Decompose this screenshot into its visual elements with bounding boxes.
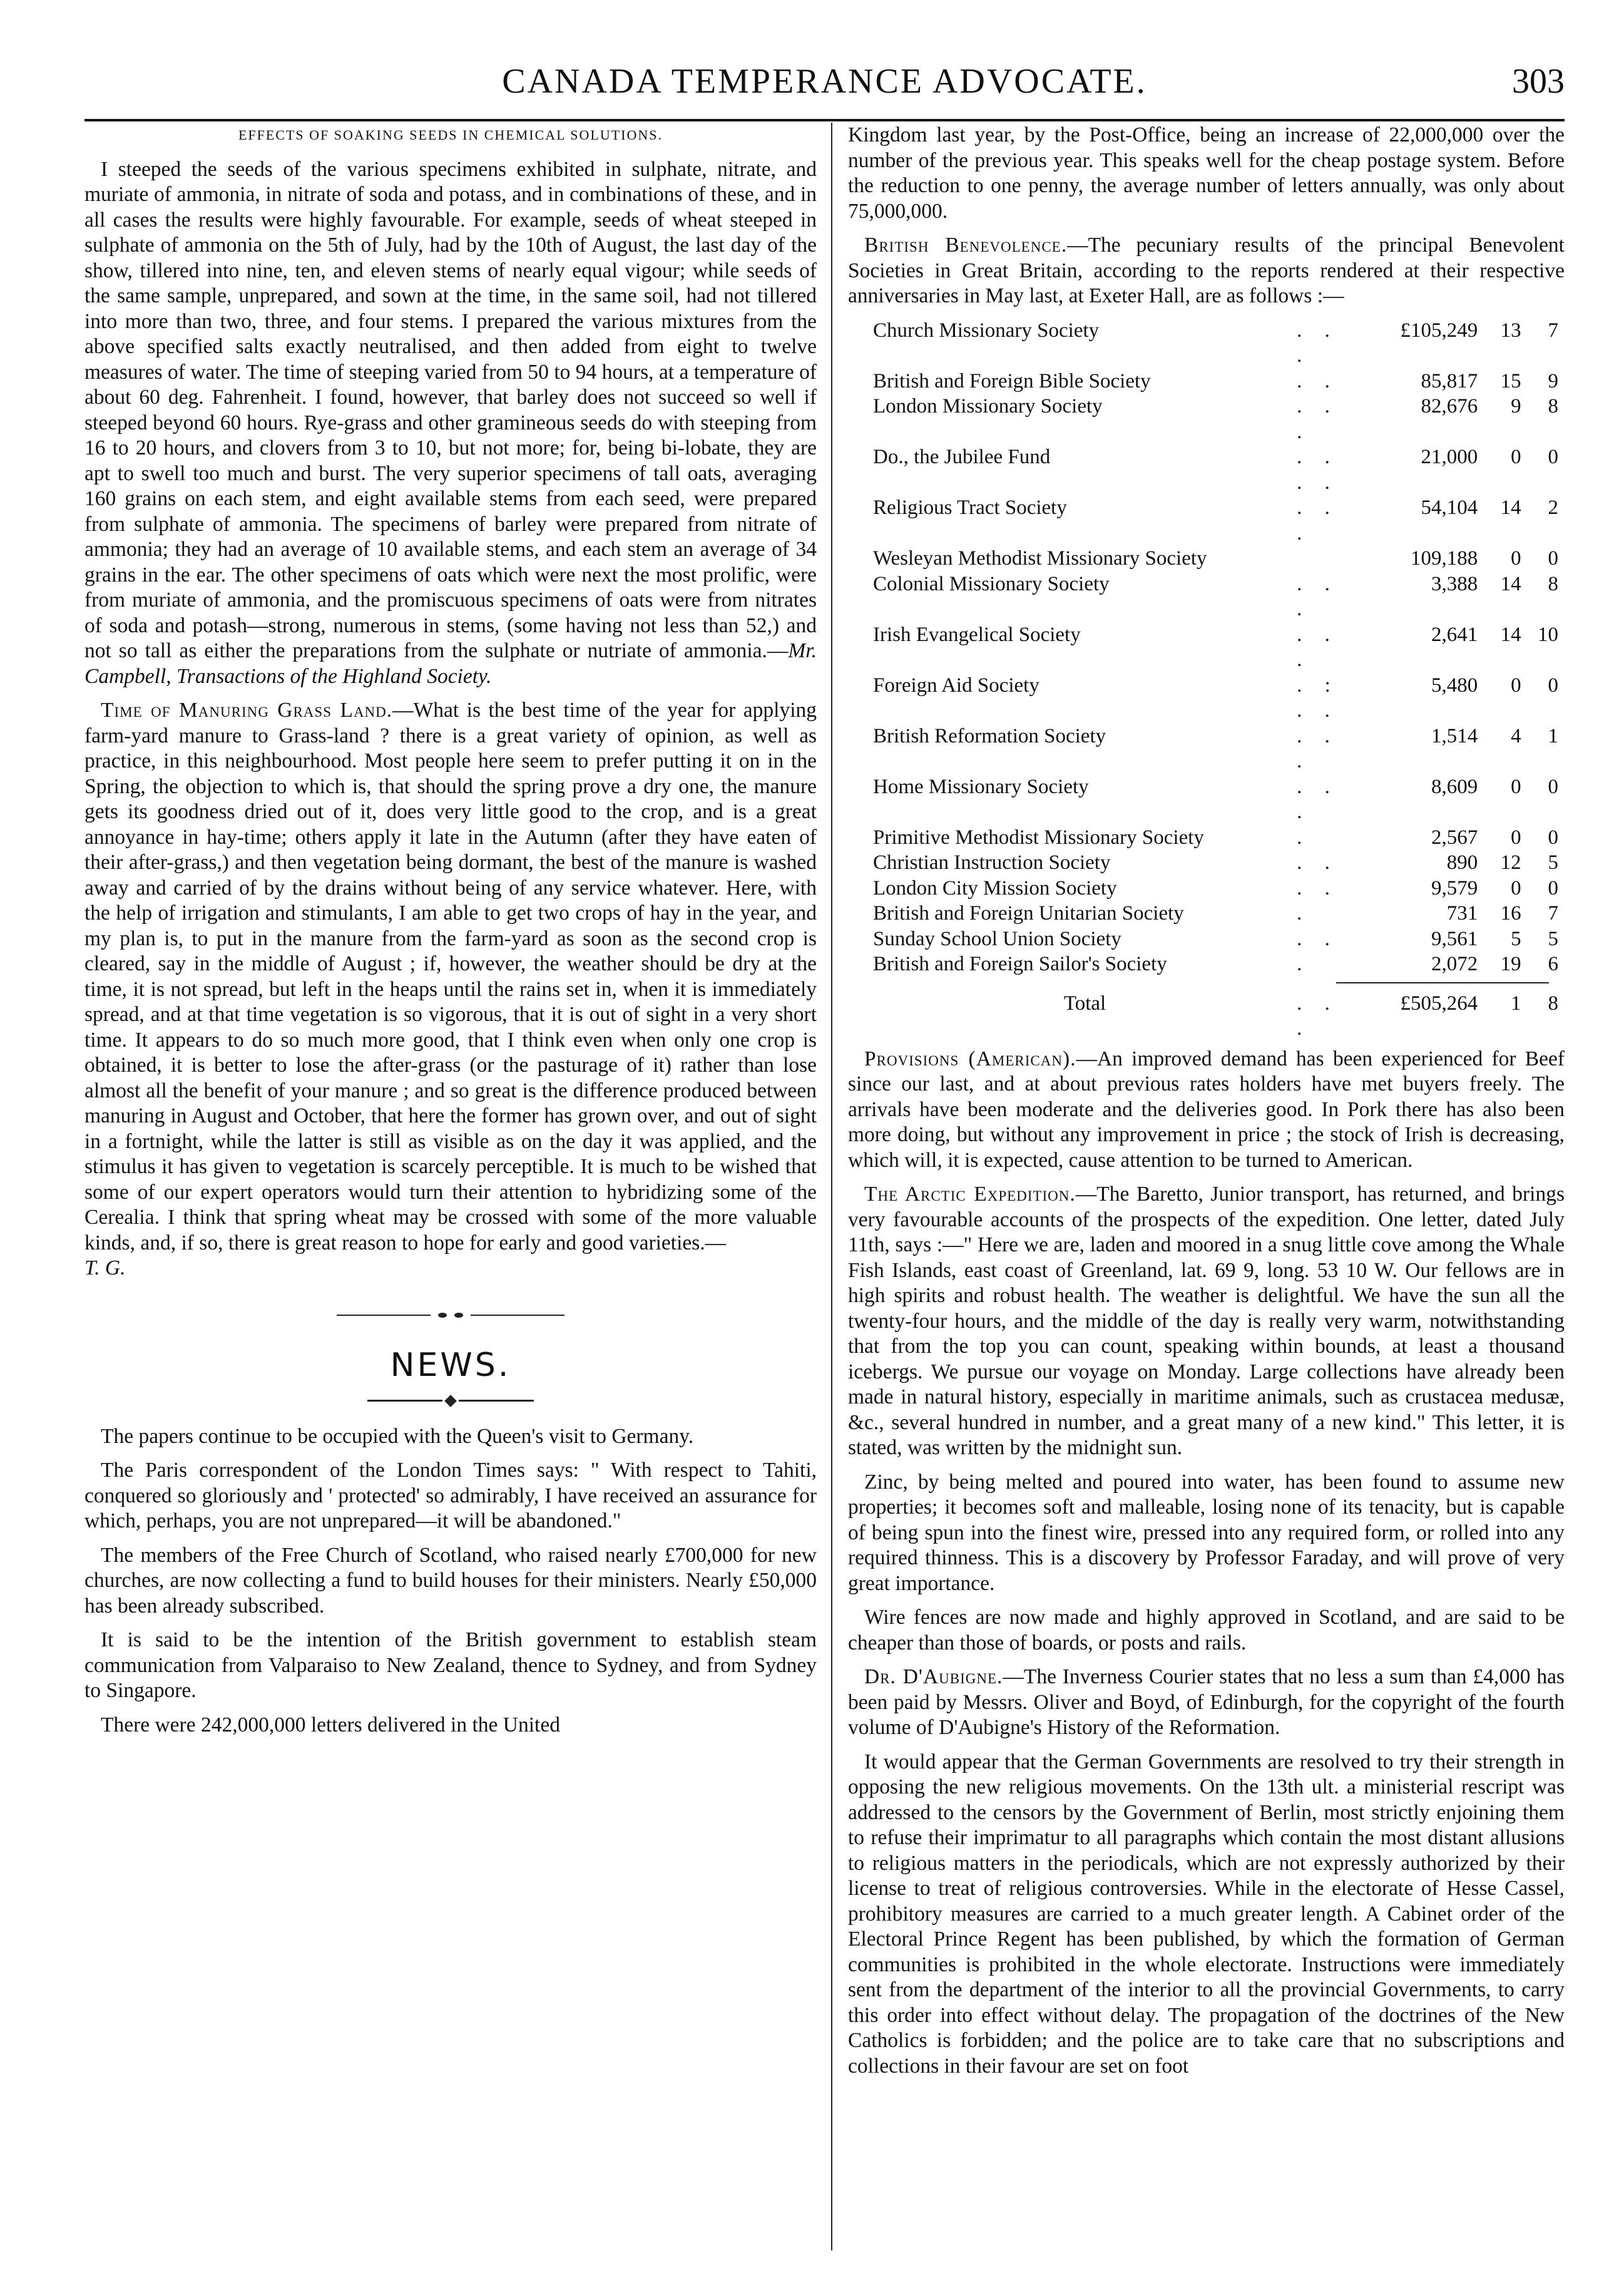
society-dots: . . xyxy=(1297,369,1339,392)
article-body-seeds xyxy=(84,157,817,690)
manuring-attribution: T. G. xyxy=(84,1256,126,1280)
arctic-body: —The Baretto, Junior transport, has returned, and brings very favourable accounts of the prospects of the expedition. One letter, dated July 11th, says :—" Here we are, laden and moored in a snug little cove among the Whale Fish Islands, east coast of Greenland, lat. 69 9, long. 53 10 W. Our fellows are in high spirits and robust health. The weather is delightful. We have the sun all the twenty-four hours, and the middle of the day is really very warm, notwithstanding that from the top you can count, speaking within bounds, at least a thousand icebergs. We pursue our voyage on Monday. Large collections have already been made in natural history, especially in maritime animals, such as crustacea medusæ, &c., several hundred in number, and a great many of a new kind." This letter, it is stated, was written by the midnight sun. xyxy=(848,1182,1565,1459)
society-dots: . . . xyxy=(1297,623,1339,671)
society-name: British and Foreign Unitarian Society xyxy=(873,902,1184,925)
society-dots: . . . xyxy=(1297,572,1339,620)
seeds-body-text: I steeped the seeds of the various specimens exhibited in sulphate, nitrate, and muriate of ammonia, in nitrate of soda and potass, and in combinations of these, and in all cases the results were highly favourable. For example, seeds of wheat steeped in sulphate of ammonia on the 5th of July, had by the 10th of August, the last day of the show, tillered into nine, ten, and eleven stems of nearly equal vigour; while seeds of the same sample, unprepared, and sown at the time, in the same soil, had not tillered into more than two, three, and four stems. I prepared the various mixtures from the above specified salts exactly neutralised, and then added from eight to twelve measures of water. The time of steeping varied from 50 to 94 hours, at a temperature of about 60 deg. Fahrenheit. I found, however, that barley does not succeed so well if steeped beyond 60 hours. Rye-grass and other gramineous seeds do with steeping from 16 to 20 hours, and clovers from 3 to 10, but not more; for, being bi-lobate, they are apt to swell too much and burst. The very superior specimens of tall oats, averaging 160 grains on each stem, and eight available stems from each seed, were prepared from sulphate of ammonia. The specimens of barley were prepared from nitrate of ammonia; they had an average of 10 available stems, and each stem an average of 34 grains in the ear. The other specimens of oats which were next the most prolific, were from muriate of ammonia, and the promiscuous specimens of oats were from nitrates of soda and potash—strong, numerous in stems, (some having not less than 52,) and not so tall as either the preparations from the sulphate or nutriate of ammonia.— xyxy=(84,157,817,662)
society-dots: . . . xyxy=(1297,496,1339,545)
society-row xyxy=(848,394,1565,444)
society-shillings: 14 xyxy=(1500,572,1521,595)
society-pence: 0 xyxy=(1548,547,1558,570)
benevolence-body: —The pecuniary results of the principal Benevolent Societies in Great Britain, according to the reports rendered at their respective anniversaries in May last, at Exeter Hall, are as follows :— xyxy=(848,233,1565,307)
society-pence: 8 xyxy=(1548,572,1558,595)
society-row xyxy=(848,926,1565,952)
society-row xyxy=(848,572,1565,622)
aubigne-body: —The Inverness Courier states that no less a sum than £4,000 has been paid by Messrs. Oliver and Boyd, of Edinburgh, for the copyright of the fourth volume of D'Aubigne's History of the Reformation. xyxy=(848,1665,1565,1739)
news-paragraph-2: The Paris correspondent of the London Times says: " With respect to Tahiti, conquered so gloriously and ' protected' so admirably, I have received an assurance for which, perhaps, you are not unprepared—it will be abandoned." xyxy=(84,1459,817,1532)
society-name: British Reformation Society xyxy=(873,724,1106,747)
society-shillings: 0 xyxy=(1511,446,1521,468)
society-pence: 7 xyxy=(1548,319,1558,342)
society-name: London City Mission Society xyxy=(873,876,1117,900)
society-pence: 7 xyxy=(1548,902,1558,925)
society-name: British and Foreign Sailor's Society xyxy=(873,953,1167,975)
page-number: 303 xyxy=(1512,62,1565,101)
society-dots: . . xyxy=(1297,876,1339,900)
manuring-body: —What is the best time of the year for applying farm-yard manure to Grass-land ? there is a great variety of opinion, as well as practice, in this neighbourhood. Most people here seem to prefer putting it on in the Spring, the objection to which is, that should the spring prove a dry one, the manure gets its goodness dried out of it, does very little good to the crop, and is a great annoyance in hay-time; others apply it late in the Autumn (after they have eaten of their after-grass,) and then vegetation being dormant, the best of the manure is washed away and carried of by the drains without being of any service whatever. Here, with the help of irrigation and stimulants, I am able to get two crops of hay in the year, and my plan is, to put in the manure from the farm-yard as soon as the second crop is cleared, say in the middle of August ; if, however, the weather should be dry at the time, it is not spread, but left in the heaps until the rains set in, when it is immediately spread, and at that time vegetation is so vigorous, that it is out of sight in a very short time. It appears to do so much more good, that I think even when only one crop is obtained, it is better to lose the after-grass (or the pasturage of it) rather than lose almost all the benefit of your manure ; and so great is the difference produced between manuring in August and October, that here the former has grown over, and out of sight in a fortnight, while the latter is still as visible as on the day it was applied, and the stimulus it has given to vegetation is scarcely perceptible. It is much to be wished that some of our expert operators would turn their attention to hybridizing some of the Cerealia. I think that spring wheat may be crossed with some of the more valuable kinds, and, if so, there is great reason to hope for early and good varieties.— xyxy=(84,699,817,1254)
society-row xyxy=(848,825,1565,851)
society-shillings: 4 xyxy=(1511,724,1521,747)
society-shillings: 0 xyxy=(1511,876,1521,900)
column-divider xyxy=(831,123,832,2250)
society-dots: . . . xyxy=(1297,319,1339,367)
total-pence: 8 xyxy=(1548,992,1558,1015)
society-pounds: 731 xyxy=(1446,902,1478,925)
society-pence: 0 xyxy=(1548,446,1558,468)
society-pounds: 890 xyxy=(1446,851,1478,874)
society-dots: . . xyxy=(1297,927,1339,950)
society-name: Religious Tract Society xyxy=(873,496,1067,519)
society-pounds: 82,676 xyxy=(1421,395,1478,418)
page-header xyxy=(84,44,1565,121)
provisions-heading: Provisions (American). xyxy=(864,1047,1076,1070)
society-shillings: 13 xyxy=(1500,319,1521,342)
society-shillings: 5 xyxy=(1511,927,1521,950)
society-pounds: 3,388 xyxy=(1431,572,1478,595)
society-shillings: 0 xyxy=(1511,826,1521,849)
total-pounds: £505,264 xyxy=(1400,992,1478,1015)
societies-total-table xyxy=(848,991,1565,1042)
article-wire-fences: Wire fences are now made and highly approved in Scotland, and are said to be cheaper than those of boards, or posts and rails. xyxy=(848,1606,1565,1654)
society-name: London Missionary Society xyxy=(873,395,1103,418)
society-shillings: 14 xyxy=(1500,623,1521,646)
society-pounds: 2,641 xyxy=(1431,623,1478,646)
article-arctic xyxy=(848,1182,1565,1461)
society-pence: 6 xyxy=(1548,953,1558,975)
society-rows xyxy=(848,318,1565,977)
running-title: CANADA TEMPERANCE ADVOCATE. xyxy=(502,62,1147,101)
society-name: Wesleyan Methodist Missionary Society xyxy=(873,547,1207,570)
society-row xyxy=(848,369,1565,394)
society-dots xyxy=(1297,546,1362,572)
society-shillings: 0 xyxy=(1511,547,1521,570)
total-rule xyxy=(1336,982,1549,983)
columns xyxy=(84,123,1565,2263)
society-row xyxy=(848,673,1565,724)
society-shillings: 0 xyxy=(1511,775,1521,798)
society-row xyxy=(848,724,1565,774)
society-name: Do., the Jubilee Fund xyxy=(873,446,1051,468)
left-column xyxy=(84,123,817,2263)
news-paragraph-4: It is said to be the intention of the British government to establish steam communication from Valparaiso to New Zealand, thence to Sydney, and from Sydney to Singapore. xyxy=(84,1628,817,1702)
society-shillings: 9 xyxy=(1511,395,1521,418)
society-pence: 0 xyxy=(1548,775,1558,798)
society-row xyxy=(848,952,1565,977)
news-paragraph-3: The members of the Free Church of Scotland, who raised nearly £700,000 for new churches, are now collecting a fund to build houses for their ministers. Nearly £50,000 has been already subscribed. xyxy=(84,1543,817,1618)
society-dots: . . . xyxy=(1297,775,1339,823)
society-name: Church Missionary Society xyxy=(873,319,1100,342)
total-dots: . . . xyxy=(1297,992,1339,1040)
society-name: Colonial Missionary Society xyxy=(873,572,1110,595)
society-shillings: 0 xyxy=(1511,674,1521,697)
society-name: Foreign Aid Society xyxy=(873,674,1039,697)
society-row xyxy=(848,318,1565,369)
society-name: Primitive Methodist Missionary Society xyxy=(873,826,1204,849)
provisions-body: —An improved demand has been experienced for Beef since our last, and at about previous rates holders have met buyers freely. The arrivals have been moderate and the deliveries good. In Pork there has also been more doing, but without any improvement in price ; the stock of Irish is decreasing, which will, it is expected, cause attention to be turned to American. xyxy=(848,1047,1565,1172)
postal-continuation: Kingdom last year, by the Post-Office, being an increase of 22,000,000 over the number of the previous year. This speaks well for the cheap postage system. Before the reduction to one penny, the average number of letters annually, was only about 75,000,000. xyxy=(848,123,1565,223)
society-row xyxy=(848,546,1565,572)
society-name: Home Missionary Society xyxy=(873,775,1089,798)
society-pounds: 5,480 xyxy=(1431,674,1478,697)
society-pounds: 109,188 xyxy=(1410,547,1478,570)
society-pounds: 21,000 xyxy=(1421,446,1478,468)
society-row xyxy=(848,876,1565,901)
right-column xyxy=(848,123,1565,2263)
society-row xyxy=(848,850,1565,876)
arctic-heading: The Arctic Expedition. xyxy=(864,1182,1076,1206)
society-row xyxy=(848,774,1565,825)
society-dots: . : . . xyxy=(1297,674,1339,722)
article-heading-seeds: EFFECTS OF SOAKING SEEDS IN CHEMICAL SOLUTIONS. xyxy=(238,127,663,143)
society-shillings: 16 xyxy=(1500,902,1521,925)
article-provisions xyxy=(848,1047,1565,1174)
society-pounds: 9,579 xyxy=(1431,876,1478,900)
society-dots: . . . xyxy=(1297,724,1339,772)
news-paragraph-1: The papers continue to be occupied with the Queen's visit to Germany. xyxy=(101,1424,694,1448)
manuring-heading: Time of Manuring Grass Land. xyxy=(101,699,393,722)
society-pence: 5 xyxy=(1548,927,1558,950)
article-german-governments: It would appear that the German Governments are resolved to try their strength in opposing the new religious movements. On the 13th ult. a ministerial rescript was addressed to the censors by the Government of Berlin, most strictly enjoining them to refuse their imprimatur to all paragraphs which contain the most distant allusions to religious matters in the periodicals, which are not expressly authorized by their license to treat of religious controversies. While in the electorate of Hesse Cassel, prohibitory measures are carried to a much greater length. A Cabinet order of the Electoral Prince Regent has been published, by which the formation of German communities is prohibited in the whole electorate. Instructions were immediately sent from the department of the interior to all the provincial Governments, to carry this order into effect without delay. The propagation of the doctrines of the New Catholics is forbidden; and the police are to take care that no subscriptions and collections in their favour are set on foot xyxy=(848,1750,1565,2078)
society-dots: . . . xyxy=(1297,395,1339,443)
total-row xyxy=(848,991,1565,1042)
society-pounds: 1,514 xyxy=(1431,724,1478,747)
news-paragraph-5: There were 242,000,000 letters delivered in the United xyxy=(101,1713,560,1737)
society-row xyxy=(848,444,1565,495)
society-pence: 0 xyxy=(1548,876,1558,900)
society-shillings: 15 xyxy=(1500,369,1521,392)
society-name: Sunday School Union Society xyxy=(873,927,1121,950)
society-shillings: 19 xyxy=(1500,953,1521,975)
society-pence: 8 xyxy=(1548,395,1558,418)
society-pounds: 54,104 xyxy=(1421,496,1478,519)
societies-table xyxy=(848,318,1565,977)
news-title: NEWS. xyxy=(390,1346,511,1384)
society-row xyxy=(848,622,1565,673)
total-label: Total xyxy=(1063,992,1106,1015)
society-shillings: 14 xyxy=(1500,496,1521,519)
society-pounds: 85,817 xyxy=(1421,369,1478,392)
society-name: Christian Instruction Society xyxy=(873,851,1111,874)
society-pounds: 2,567 xyxy=(1431,826,1478,849)
society-pounds: 8,609 xyxy=(1431,775,1478,798)
society-dots: . xyxy=(1297,953,1311,975)
aubigne-heading: Dr. D'Aubigne. xyxy=(864,1665,1003,1688)
society-pounds: £105,249 xyxy=(1400,319,1478,342)
seeds-attribution: Mr. Campbell, Transactions of the Highland Society. xyxy=(84,639,817,688)
society-dots: . xyxy=(1297,902,1311,925)
society-dots: . . . . xyxy=(1297,446,1339,494)
society-dots: . . xyxy=(1297,851,1339,874)
society-pence: 2 xyxy=(1548,496,1558,519)
benevolence-heading: British Benevolence. xyxy=(864,233,1068,257)
article-benevolence xyxy=(848,233,1565,309)
news-ornament-rule xyxy=(84,1309,817,1321)
news-section-header xyxy=(84,1309,817,1405)
society-pence: 1 xyxy=(1548,724,1558,747)
society-pounds: 2,072 xyxy=(1431,953,1478,975)
society-dots: . xyxy=(1297,826,1311,849)
society-name: Irish Evangelical Society xyxy=(873,623,1081,646)
society-row xyxy=(848,901,1565,926)
society-shillings: 12 xyxy=(1500,851,1521,874)
society-pence: 10 xyxy=(1538,623,1558,646)
article-manuring xyxy=(84,698,817,1281)
society-pence: 0 xyxy=(1548,826,1558,849)
article-aubigne xyxy=(848,1665,1565,1741)
society-name: British and Foreign Bible Society xyxy=(873,369,1151,392)
news-underline xyxy=(84,1397,817,1405)
society-pounds: 9,561 xyxy=(1431,927,1478,950)
society-pence: 9 xyxy=(1548,369,1558,392)
total-shillings: 1 xyxy=(1511,992,1521,1015)
society-pence: 0 xyxy=(1548,674,1558,697)
article-zinc: Zinc, by being melted and poured into water, has been found to assume new properties; it becomes soft and malleable, losing none of its tenacity, but is capable of being spun into the finest wire, pressed into any required form, or rolled into any required thinness. This is a discovery by Professor Faraday, and will prove of very great importance. xyxy=(848,1470,1565,1595)
society-row xyxy=(848,495,1565,546)
society-pence: 5 xyxy=(1548,851,1558,874)
